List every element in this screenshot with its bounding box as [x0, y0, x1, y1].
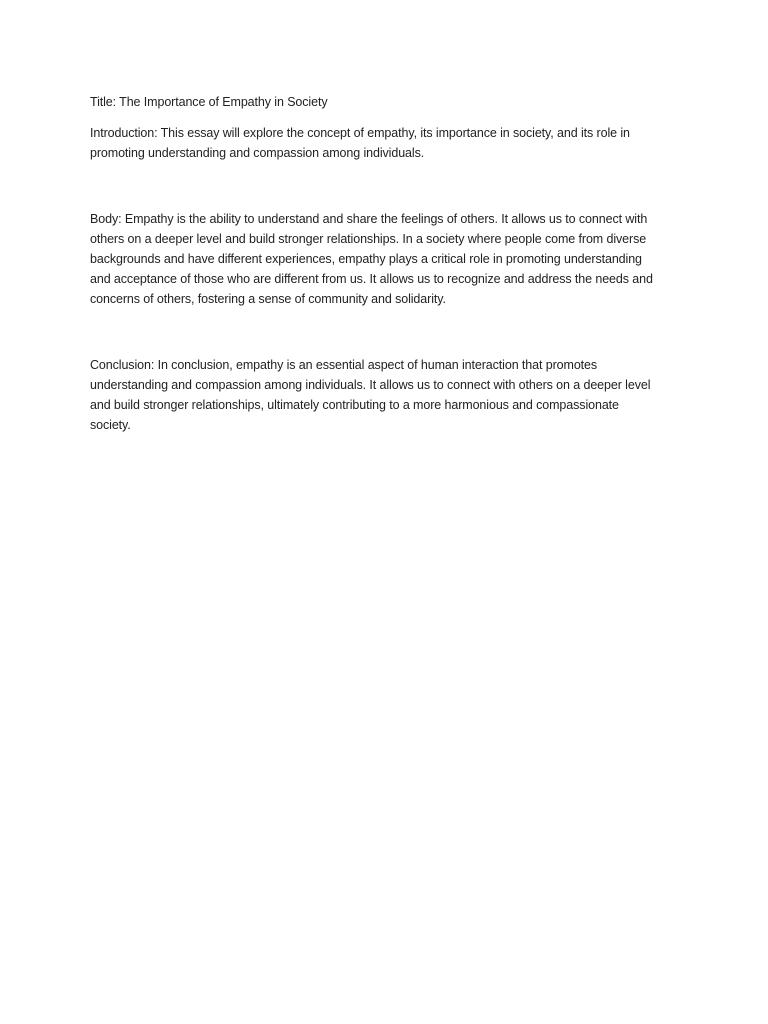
- body-paragraph: [90, 209, 690, 309]
- introduction-line: Introduction: This essay will explore the concept of empathy, its importance in society, and its role in: [90, 126, 630, 140]
- body-line: and acceptance of those who are different from us. It allows us to recognize and address the needs and: [90, 272, 653, 286]
- body-line: concerns of others, fostering a sense of community and solidarity.: [90, 292, 446, 306]
- conclusion-line: society.: [90, 418, 131, 432]
- introduction-line: promoting understanding and compassion among individuals.: [90, 146, 425, 160]
- body-line: Body: Empathy is the ability to understand and share the feelings of others. It allows us to connect with: [90, 212, 648, 226]
- conclusion-line: understanding and compassion among individuals. It allows us to connect with others on a deeper level: [90, 378, 651, 392]
- conclusion-paragraph: [90, 355, 690, 435]
- introduction-paragraph: [90, 123, 690, 163]
- essay-title-line: Title: The Importance of Empathy in Society: [90, 95, 328, 109]
- conclusion-line: and build stronger relationships, ultimately contributing to a more harmonious and compassionate: [90, 398, 619, 412]
- essay-title: [90, 92, 690, 112]
- body-line: backgrounds and have different experiences, empathy plays a critical role in promoting understanding: [90, 252, 642, 266]
- conclusion-line: Conclusion: In conclusion, empathy is an essential aspect of human interaction that promotes: [90, 358, 598, 372]
- body-line: others on a deeper level and build stronger relationships. In a society where people come from diverse: [90, 232, 647, 246]
- essay-content: [90, 92, 690, 435]
